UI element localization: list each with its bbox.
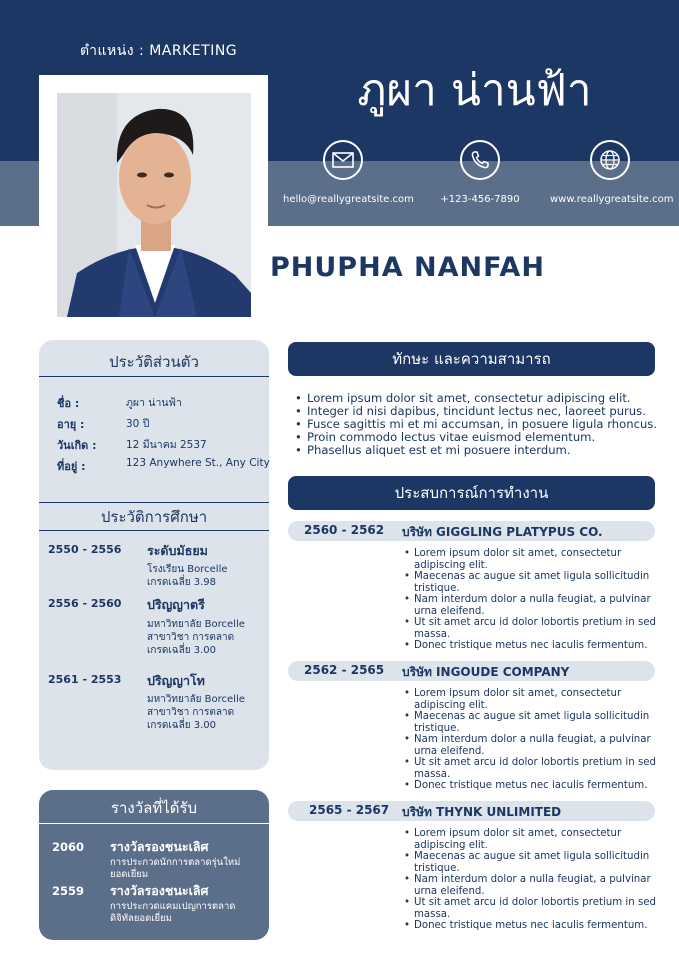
job-duty: • Lorem ipsum dolor sit amet, consectetur adipiscing elit.: [404, 548, 664, 571]
personal-rule: [39, 376, 269, 377]
education-line: โรงเรียน Borcelle: [147, 564, 228, 575]
award-line: ดิจิทัลยอดเยี่ยม: [110, 913, 172, 924]
job-duty: • Lorem ipsum dolor sit amet, consectetur adipiscing elit.: [404, 828, 664, 851]
contact-phone[interactable]: [420, 140, 540, 205]
job-duty: • Nam interdum dolor a nulla feugiat, a pulvinar urna eleifend.: [404, 874, 664, 897]
job-company: บริษัท THYNK UNLIMITED: [402, 805, 562, 819]
job-duties: [404, 828, 664, 932]
awards-rule: [39, 823, 269, 824]
label-name: ชื่อ :: [57, 397, 80, 410]
education-line: มหาวิทยาลัย Borcelle: [147, 619, 245, 630]
award-year: 2060: [52, 840, 85, 854]
job-duty: • Nam interdum dolor a nulla feugiat, a pulvinar urna eleifend.: [404, 594, 664, 617]
award-title: รางวัลรองชนะเลิศ: [110, 839, 209, 854]
value-address: 123 Anywhere St., Any City: [126, 457, 270, 469]
job-duty: • Lorem ipsum dolor sit amet, consectetur adipiscing elit.: [404, 688, 664, 711]
contact-website[interactable]: [550, 140, 674, 205]
job-duty: • Ut sit amet arcu id dolor lobortis pretium in sed massa.: [404, 897, 664, 920]
experience-heading: ประสบการณ์การทำงาน: [288, 476, 655, 510]
skills-heading: ทักษะ และความสามารถ: [288, 342, 655, 376]
job-company: บริษัท GIGGLING PLATYPUS CO.: [402, 525, 603, 539]
value-age: 30 ปี: [126, 418, 150, 430]
job-position: ตำแหน่ง : MARKETING: [80, 43, 238, 59]
globe-icon: [590, 140, 630, 180]
label-age: อายุ :: [57, 418, 85, 431]
job-years: 2560 - 2562: [304, 523, 385, 537]
skill-item: • Integer id nisi dapibus, tincidunt lectus nec, laoreet purus.: [293, 405, 663, 418]
award-year: 2559: [52, 884, 85, 898]
website-text: www.reallygreatsite.com: [550, 194, 674, 205]
education-degree: ปริญญาโท: [147, 673, 205, 688]
skill-item: • Lorem ipsum dolor sit amet, consectetur adipiscing elit.: [293, 392, 663, 405]
personal-heading: ประวัติส่วนตัว: [109, 353, 199, 371]
job-duty: • Ut sit amet arcu id dolor lobortis pretium in sed massa.: [404, 617, 664, 640]
label-address: ที่อยู่ :: [57, 460, 86, 473]
education-line: เกรดเฉลี่ย 3.00: [147, 645, 216, 656]
job-duty: • Maecenas ac augue sit amet ligula sollicitudin tristique.: [404, 851, 664, 874]
job-duty: • Maecenas ac augue sit amet ligula sollicitudin tristique.: [404, 571, 664, 594]
job-duty: • Donec tristique metus nec iaculis fermentum.: [404, 920, 664, 932]
skills-list: [293, 392, 663, 457]
value-name: ภูผา น่านฟ้า: [126, 397, 182, 409]
job-duty: • Nam interdum dolor a nulla feugiat, a pulvinar urna eleifend.: [404, 734, 664, 757]
education-heading: ประวัติการศึกษา: [100, 508, 208, 526]
phone-icon: [460, 140, 500, 180]
job-duty: • Ut sit amet arcu id dolor lobortis pretium in sed massa.: [404, 757, 664, 780]
education-line: มหาวิทยาลัย Borcelle: [147, 694, 245, 705]
label-birthdate: วันเกิด :: [57, 439, 97, 452]
education-top-rule: [39, 502, 269, 503]
job-company: บริษัท INGOUDE COMPANY: [402, 665, 570, 679]
value-birthdate: 12 มีนาคม 2537: [126, 439, 207, 451]
award-line: ยอดเยี่ยม: [110, 869, 149, 880]
education-degree: ระดับมัธยม: [147, 543, 208, 558]
job-duties: [404, 548, 664, 652]
education-years: 2561 - 2553: [48, 673, 122, 686]
portrait-illustration: [57, 93, 251, 317]
skill-item: • Proin commodo lectus vitae euismod elementum.: [293, 431, 663, 444]
education-rule: [39, 530, 269, 531]
education-line: เกรดเฉลี่ย 3.00: [147, 720, 216, 731]
phone-text: +123-456-7890: [440, 194, 520, 205]
email-text: hello@reallygreatsite.com: [283, 194, 414, 205]
award-title: รางวัลรองชนะเลิศ: [110, 883, 209, 898]
contact-email[interactable]: [283, 140, 414, 205]
skill-item: • Phasellus aliquet est et mi posuere interdum.: [293, 444, 663, 457]
education-years: 2550 - 2556: [48, 543, 122, 556]
education-degree: ปริญญาตรี: [147, 597, 205, 612]
thai-name: ภูผา น่านฟ้า: [357, 65, 592, 116]
education-line: สาขาวิชา การตลาด: [147, 632, 235, 643]
skill-item: • Fusce sagittis mi et mi accumsan, in posuere ligula rhoncus.: [293, 418, 663, 431]
award-line: การประกวดแคมเปญการตลาด: [110, 901, 236, 912]
education-line: เกรดเฉลี่ย 3.98: [147, 577, 216, 588]
job-years: 2562 - 2565: [304, 663, 385, 677]
mail-icon: [323, 140, 363, 180]
education-years: 2556 - 2560: [48, 597, 122, 610]
awards-heading: รางวัลที่ได้รับ: [110, 799, 198, 817]
job-years: 2565 - 2567: [309, 803, 390, 817]
job-duty: • Donec tristique metus nec iaculis fermentum.: [404, 780, 664, 792]
profile-photo: [57, 93, 251, 317]
job-duty: • Maecenas ac augue sit amet ligula sollicitudin tristique.: [404, 711, 664, 734]
award-line: การประกวดนักการตลาดรุ่นใหม่: [110, 857, 241, 868]
job-duty: • Donec tristique metus nec iaculis fermentum.: [404, 640, 664, 652]
education-line: สาขาวิชา การตลาด: [147, 707, 235, 718]
job-duties: [404, 688, 664, 792]
english-name: PHUPHA NANFAH: [270, 252, 545, 283]
